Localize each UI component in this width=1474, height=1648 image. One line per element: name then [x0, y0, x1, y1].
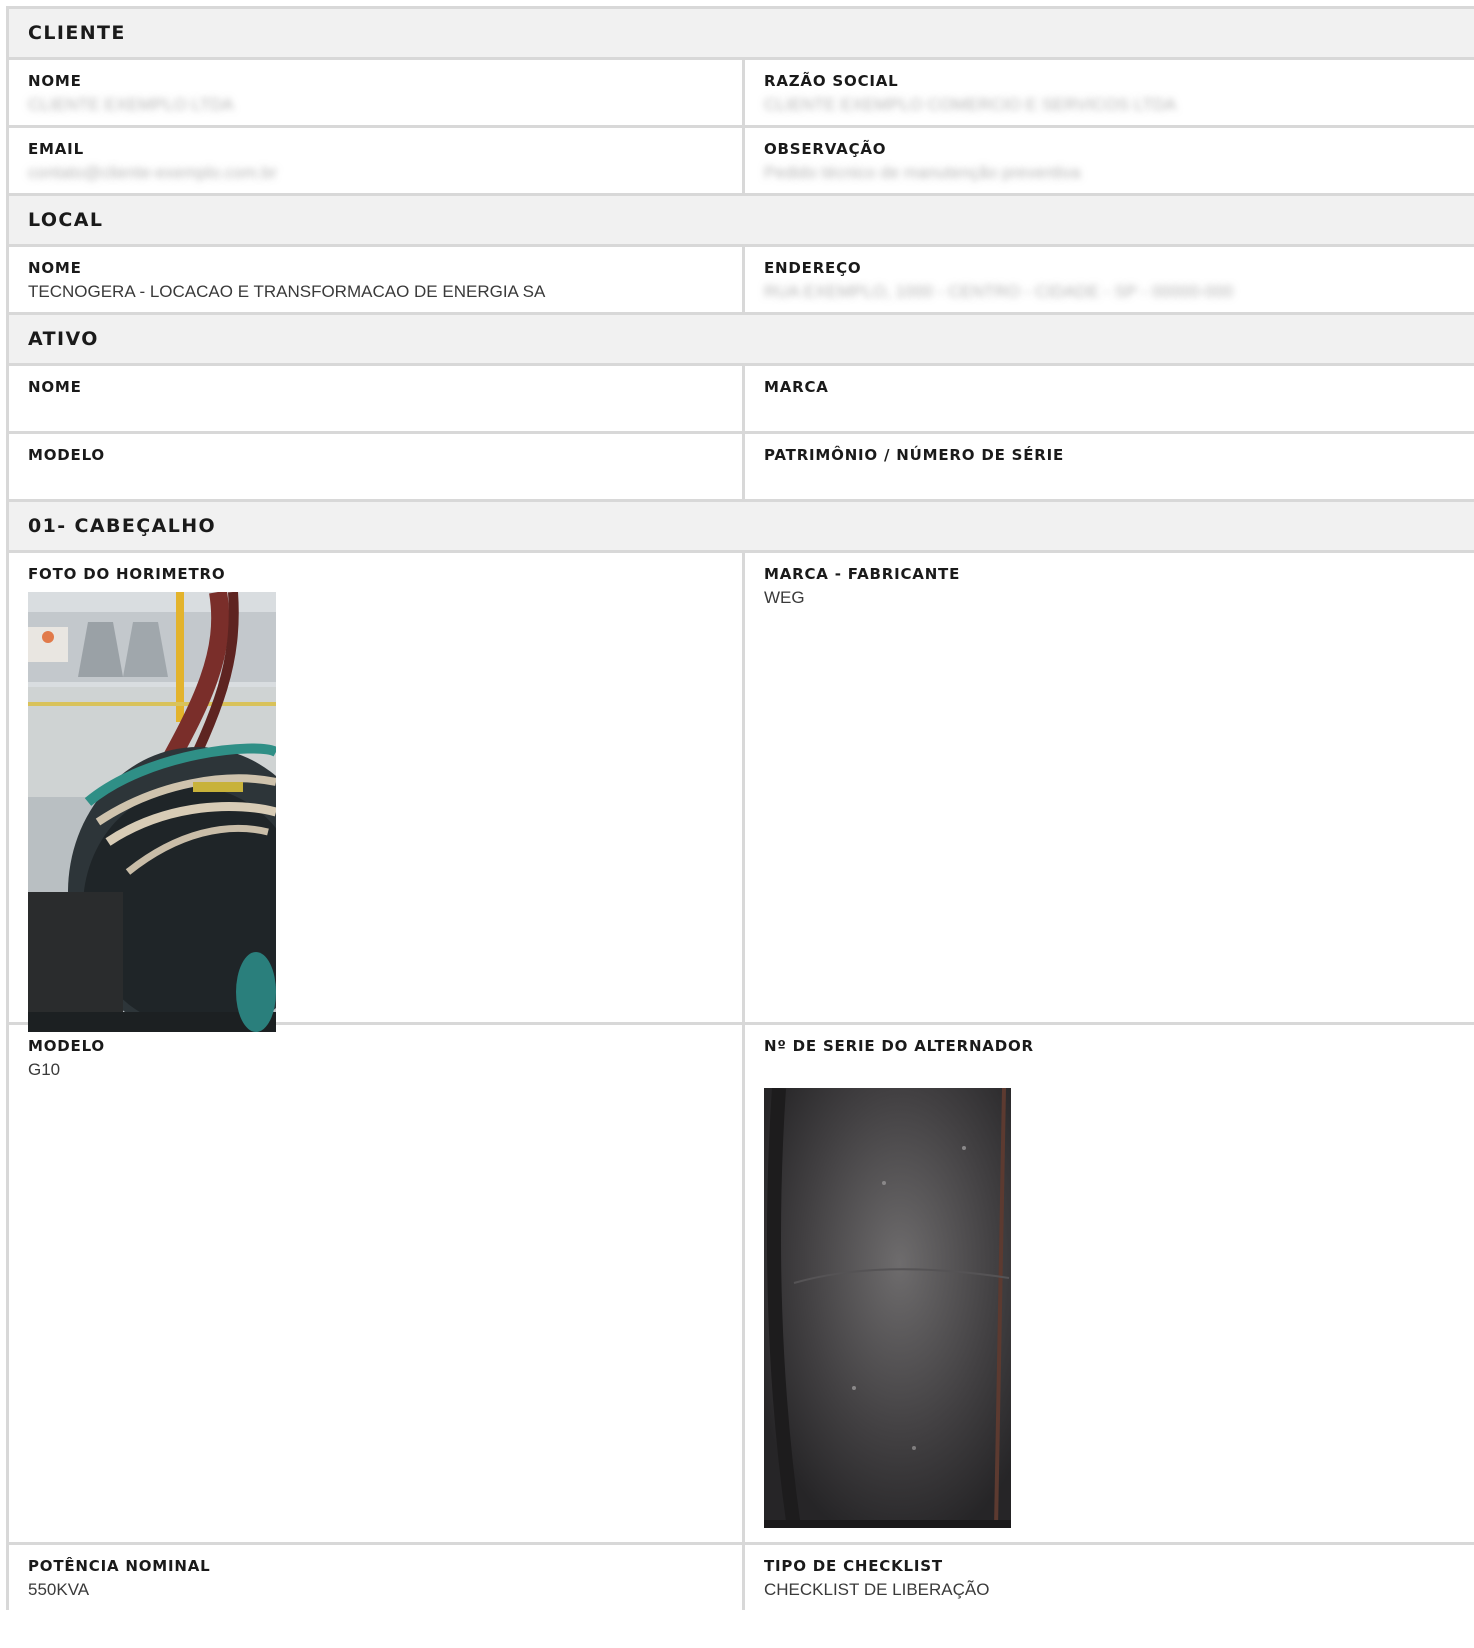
tipo-checklist-value: CHECKLIST DE LIBERAÇÃO	[764, 1580, 990, 1599]
cliente-razao-value: CLIENTE EXEMPLO COMERCIO E SERVICOS LTDA	[764, 95, 1177, 114]
modelo-label: MODELO	[28, 1037, 105, 1055]
marca-fabricante-cell	[745, 553, 1474, 1022]
ativo-row-1	[6, 363, 1474, 431]
cliente-razao-cell	[745, 60, 1474, 125]
cabecalho-row-3	[6, 1542, 1474, 1610]
section-cabecalho-header: 01- CABEÇALHO	[6, 499, 1474, 550]
local-nome-cell	[9, 247, 745, 312]
ativo-patrimonio-label: PATRIMÔNIO / NÚMERO DE SÉRIE	[764, 446, 1065, 464]
checklist-report	[6, 6, 1474, 1610]
ativo-modelo-cell	[9, 434, 745, 499]
cliente-email-value: contato@cliente-exemplo.com.br	[28, 163, 277, 182]
section-ativo-header: ATIVO	[6, 312, 1474, 363]
cliente-nome-value: CLIENTE EXEMPLO LTDA	[28, 95, 234, 114]
marca-fabricante-label: MARCA - FABRICANTE	[764, 565, 961, 583]
ativo-modelo-label: MODELO	[28, 446, 105, 464]
ativo-patrimonio-cell	[745, 434, 1474, 499]
local-nome-value: TECNOGERA - LOCACAO E TRANSFORMACAO DE ENERGIA SA	[28, 282, 546, 301]
section-cliente-header: CLIENTE	[6, 6, 1474, 57]
cliente-email-cell	[9, 128, 745, 193]
ativo-nome-cell	[9, 366, 745, 431]
ativo-nome-label: NOME	[28, 378, 82, 396]
modelo-cell	[9, 1025, 745, 1542]
section-local-header: LOCAL	[6, 193, 1474, 244]
local-endereco-cell	[745, 247, 1474, 312]
cliente-razao-label: RAZÃO SOCIAL	[764, 72, 899, 90]
cabecalho-row-2	[6, 1022, 1474, 1542]
potencia-label: POTÊNCIA NOMINAL	[28, 1557, 211, 1575]
potencia-value: 550KVA	[28, 1580, 90, 1599]
horimetro-photo[interactable]	[28, 592, 276, 1032]
local-row-1	[6, 244, 1474, 312]
cliente-row-1	[6, 57, 1474, 125]
ativo-marca-cell	[745, 366, 1474, 431]
local-endereco-label: ENDEREÇO	[764, 259, 862, 277]
tipo-checklist-cell	[745, 1545, 1474, 1610]
ativo-marca-label: MARCA	[764, 378, 829, 396]
modelo-value: G10	[28, 1060, 61, 1079]
cliente-nome-cell	[9, 60, 745, 125]
cabecalho-row-1	[6, 550, 1474, 1022]
marca-fabricante-value: WEG	[764, 588, 805, 607]
cliente-nome-label: NOME	[28, 72, 82, 90]
foto-horimetro-label: FOTO DO HORIMETRO	[28, 565, 226, 583]
local-nome-label: NOME	[28, 259, 82, 277]
potencia-cell	[9, 1545, 745, 1610]
cliente-row-2	[6, 125, 1474, 193]
foto-horimetro-cell	[9, 553, 745, 1022]
cliente-obs-cell	[745, 128, 1474, 193]
local-endereco-value: RUA EXEMPLO, 1000 - CENTRO - CIDADE - SP - 00000-000	[764, 282, 1234, 301]
cliente-obs-value: Pedido técnico de manutenção preventiva	[764, 163, 1081, 182]
serie-alternador-cell	[745, 1025, 1474, 1542]
serie-alternador-label: Nº DE SERIE DO ALTERNADOR	[764, 1037, 1034, 1055]
cliente-obs-label: OBSERVAÇÃO	[764, 140, 887, 158]
cliente-email-label: EMAIL	[28, 140, 84, 158]
ativo-row-2	[6, 431, 1474, 499]
serie-alternador-photo[interactable]	[764, 1088, 1011, 1528]
tipo-checklist-label: TIPO DE CHECKLIST	[764, 1557, 943, 1575]
